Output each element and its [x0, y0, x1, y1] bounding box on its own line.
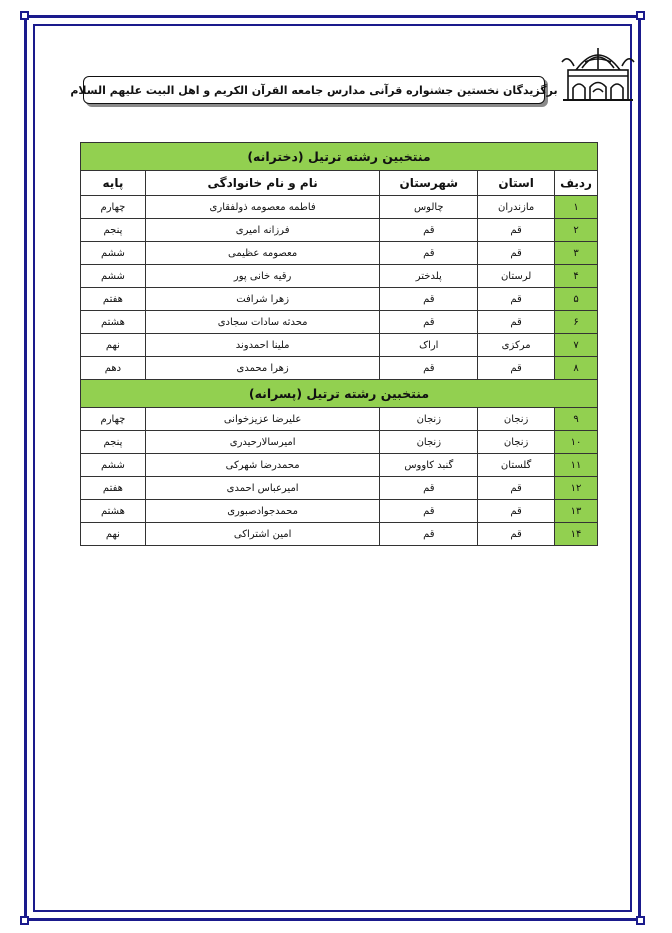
cell-idx: ۴	[555, 265, 598, 288]
cell-name: فاطمه معصومه ذولفقاری	[145, 196, 380, 219]
table-row	[81, 523, 598, 546]
cell-name: علیرضا عزیزخوانی	[145, 408, 380, 431]
cell-province: قم	[478, 311, 555, 334]
cell-province: قم	[478, 242, 555, 265]
cell-city: زنجان	[380, 431, 478, 454]
cell-idx: ۱۱	[555, 454, 598, 477]
table-row	[81, 265, 598, 288]
cell-idx: ۱۳	[555, 500, 598, 523]
cell-name: محمدرضا شهرکی	[145, 454, 380, 477]
cell-city: قم	[380, 242, 478, 265]
cell-idx: ۸	[555, 357, 598, 380]
cell-name: امیرعباس احمدی	[145, 477, 380, 500]
cell-idx: ۱۲	[555, 477, 598, 500]
cell-city: قم	[380, 500, 478, 523]
cell-grade: چهارم	[81, 408, 146, 431]
cell-province: قم	[478, 477, 555, 500]
cell-name: محدثه سادات سجادی	[145, 311, 380, 334]
column-header-row	[81, 171, 598, 196]
cell-grade: ششم	[81, 265, 146, 288]
section-title-boys: منتخبین رشته ترتیل (پسرانه)	[81, 380, 598, 408]
cell-city: قم	[380, 523, 478, 546]
cell-city: قم	[380, 357, 478, 380]
cell-city: اراک	[380, 334, 478, 357]
cell-idx: ۵	[555, 288, 598, 311]
cell-idx: ۲	[555, 219, 598, 242]
cell-grade: نهم	[81, 334, 146, 357]
cell-province: قم	[478, 219, 555, 242]
section-header-girls	[81, 143, 598, 171]
table-row	[81, 408, 598, 431]
cell-province: زنجان	[478, 408, 555, 431]
cell-city: قم	[380, 311, 478, 334]
col-header-city: شهرستان	[380, 171, 478, 196]
cell-idx: ۷	[555, 334, 598, 357]
cell-grade: هشتم	[81, 500, 146, 523]
section-header-boys	[81, 380, 598, 408]
header-title: برگزیدگان نخستین جشنواره قرآنی مدارس جامعه القرآن الکریم و اهل البیت علیهم السلام	[70, 83, 558, 97]
cell-province: گلستان	[478, 454, 555, 477]
cell-city: قم	[380, 477, 478, 500]
cell-province: قم	[478, 288, 555, 311]
cell-grade: پنجم	[81, 219, 146, 242]
table-row	[81, 454, 598, 477]
cell-idx: ۱	[555, 196, 598, 219]
col-header-province: استان	[478, 171, 555, 196]
cell-city: قم	[380, 288, 478, 311]
cell-idx: ۶	[555, 311, 598, 334]
cell-province: لرستان	[478, 265, 555, 288]
cell-name: زهرا شرافت	[145, 288, 380, 311]
cell-grade: نهم	[81, 523, 146, 546]
cell-name: زهرا محمدی	[145, 357, 380, 380]
cell-grade: چهارم	[81, 196, 146, 219]
cell-name: معصومه عظیمی	[145, 242, 380, 265]
corner-ornament-top-right	[636, 11, 645, 20]
corner-ornament-bottom-right	[636, 916, 645, 925]
cell-idx: ۱۰	[555, 431, 598, 454]
section-title-girls: منتخبین رشته ترتیل (دخترانه)	[81, 143, 598, 171]
corner-ornament-top-left	[20, 11, 29, 20]
table-row	[81, 196, 598, 219]
cell-name: فرزانه امیری	[145, 219, 380, 242]
cell-name: امین اشتراکی	[145, 523, 380, 546]
cell-grade: ششم	[81, 242, 146, 265]
cell-province: قم	[478, 500, 555, 523]
col-header-name: نام و نام خانوادگی	[145, 171, 380, 196]
table-row	[81, 431, 598, 454]
table-row	[81, 357, 598, 380]
cell-name: ملینا احمدوند	[145, 334, 380, 357]
cell-province: مازندران	[478, 196, 555, 219]
institution-logo-icon	[560, 42, 636, 104]
cell-grade: هفتم	[81, 288, 146, 311]
cell-name: رقیه خانی پور	[145, 265, 380, 288]
cell-province: قم	[478, 523, 555, 546]
cell-grade: هشتم	[81, 311, 146, 334]
corner-ornament-bottom-left	[20, 916, 29, 925]
winners-table-body	[81, 143, 598, 546]
table-row	[81, 288, 598, 311]
col-header-index: ردیف	[555, 171, 598, 196]
cell-city: قم	[380, 219, 478, 242]
cell-province: زنجان	[478, 431, 555, 454]
cell-province: قم	[478, 357, 555, 380]
header-title-banner	[70, 76, 558, 104]
table-row	[81, 477, 598, 500]
cell-idx: ۱۴	[555, 523, 598, 546]
cell-city: پلدختر	[380, 265, 478, 288]
table-row	[81, 334, 598, 357]
cell-grade: ششم	[81, 454, 146, 477]
cell-idx: ۹	[555, 408, 598, 431]
cell-province: مرکزی	[478, 334, 555, 357]
cell-grade: پنجم	[81, 431, 146, 454]
cell-city: چالوس	[380, 196, 478, 219]
table-row	[81, 242, 598, 265]
cell-grade: هفتم	[81, 477, 146, 500]
cell-idx: ۳	[555, 242, 598, 265]
cell-city: زنجان	[380, 408, 478, 431]
col-header-grade: پایه	[81, 171, 146, 196]
cell-name: امیرسالارحیدری	[145, 431, 380, 454]
table-row	[81, 311, 598, 334]
cell-name: محمدجوادصبوری	[145, 500, 380, 523]
table-row	[81, 500, 598, 523]
table-row	[81, 219, 598, 242]
cell-grade: دهم	[81, 357, 146, 380]
cell-city: گنبد کاووس	[380, 454, 478, 477]
winners-table	[80, 142, 598, 546]
